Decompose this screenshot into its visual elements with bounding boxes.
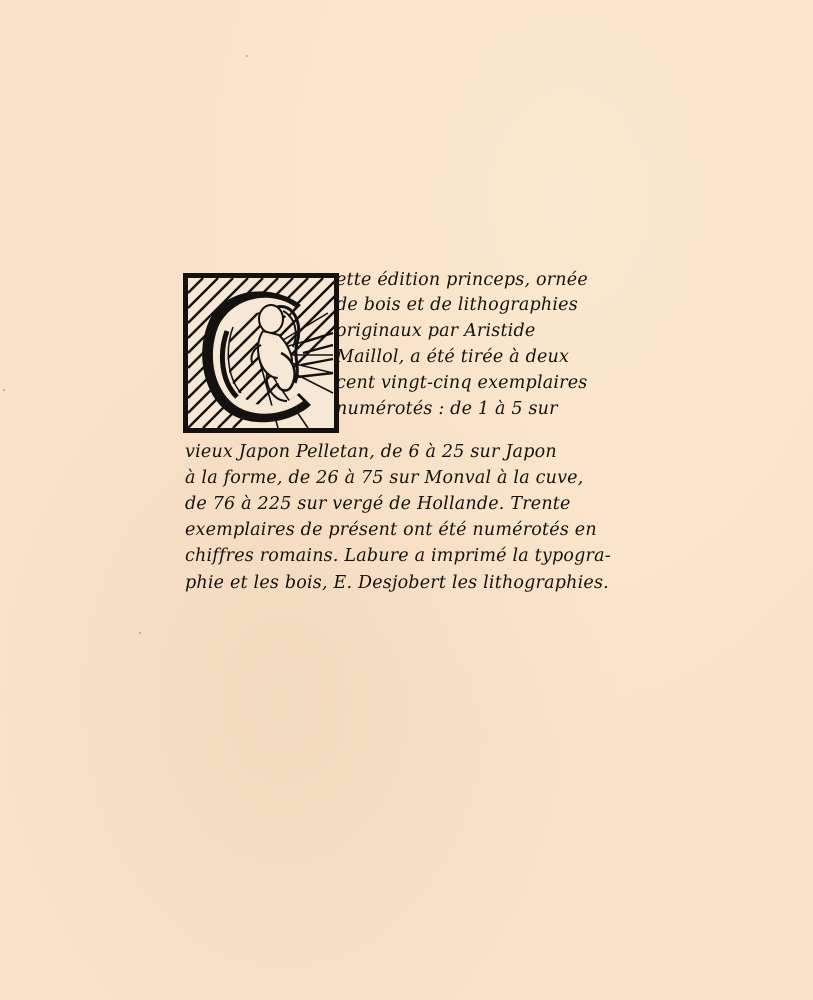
colophon-line: cent vingt-cinq exemplaires <box>336 373 588 393</box>
colophon-line: phie et les bois, E. Desjobert les lithographies. <box>185 573 609 593</box>
colophon-line: vieux Japon Pelletan, de 6 à 25 sur Japon <box>185 442 557 462</box>
colophon-line: originaux par Aristide <box>336 321 536 341</box>
decorated-initial-c <box>183 273 339 433</box>
colophon-line: de bois et de lithographies <box>336 295 578 315</box>
colophon-line: exemplaires de présent ont été numérotés en <box>185 520 597 540</box>
colophon-line: chiffres romains. Labure a imprimé la typogra- <box>185 546 611 566</box>
colophon-line: ette édition princeps, ornée <box>336 270 588 290</box>
colophon-line: à la forme, de 26 à 75 sur Monval à la cuve, <box>185 468 584 488</box>
colophon-block <box>183 268 611 613</box>
colophon-line: Maillol, a été tirée à deux <box>336 347 570 367</box>
paper-speck <box>139 632 141 634</box>
paper-speck <box>246 55 248 57</box>
woodcut-initial-illustration <box>183 273 339 433</box>
colophon-line: numérotés : de 1 à 5 sur <box>336 399 558 419</box>
paper-speck <box>3 389 5 391</box>
colophon-line: de 76 à 225 sur vergé de Hollande. Trente <box>185 494 571 514</box>
